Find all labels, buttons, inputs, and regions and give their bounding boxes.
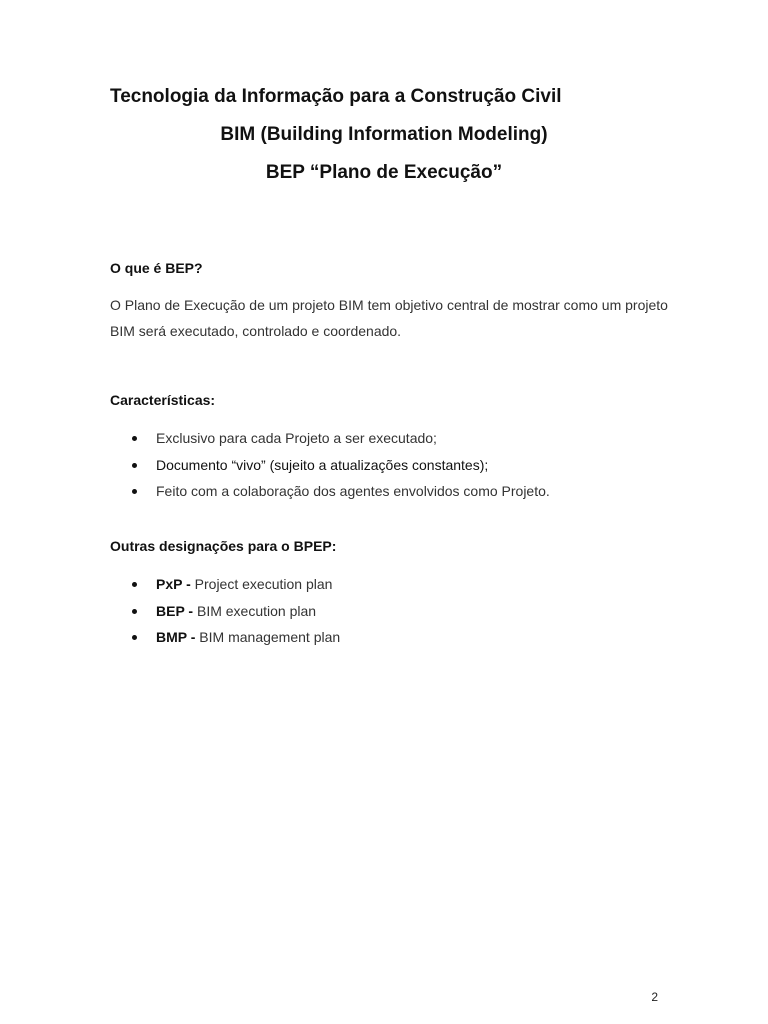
- list-item: [110, 571, 340, 598]
- section-heading-bep: O que é BEP?: [110, 260, 203, 276]
- bep-definition-paragraph: O Plano de Execução de um projeto BIM tem objetivo central de mostrar como um projeto BIM será executado, controlado e coordenado.: [110, 297, 668, 339]
- list-item-term: PxP -: [156, 576, 191, 592]
- list-item-text: Project execution plan: [190, 576, 333, 592]
- list-item: [110, 425, 550, 452]
- list-item-term: BEP -: [156, 602, 194, 619]
- list-item-text: BIM execution plan: [193, 602, 317, 619]
- list-item: [110, 624, 340, 651]
- document-subtitle: BIM (Building Information Modeling): [220, 124, 548, 145]
- outras-designacoes-list: [110, 571, 340, 651]
- bullet-icon: [132, 436, 137, 441]
- bullet-icon: [132, 489, 137, 494]
- section-heading-outras-designacoes: Outras designações para o BPEP:: [110, 538, 337, 554]
- bullet-icon: [132, 635, 137, 640]
- list-item-text: Documento “vivo” (sujeito a atualizações constantes);: [156, 456, 489, 473]
- list-item: [110, 598, 340, 625]
- list-item-term: BMP -: [156, 629, 196, 645]
- list-item-text: Feito com a colaboração dos agentes envolvidos como Projeto.: [156, 483, 550, 499]
- list-item: [110, 452, 550, 479]
- document-subtitle-bep: BEP “Plano de Execução”: [265, 162, 503, 183]
- bullet-icon: [132, 582, 137, 587]
- section-heading-caracteristicas: Características:: [110, 392, 216, 408]
- caracteristicas-list: [110, 425, 550, 505]
- page-number: 2: [651, 990, 658, 1004]
- list-item: [110, 478, 550, 505]
- list-item-text: BIM management plan: [195, 629, 341, 645]
- document-title: Tecnologia da Informação para a Construção Civil: [110, 86, 562, 107]
- bullet-icon: [132, 609, 137, 614]
- bullet-icon: [132, 463, 137, 468]
- list-item-text: Exclusivo para cada Projeto a ser executado;: [156, 430, 437, 446]
